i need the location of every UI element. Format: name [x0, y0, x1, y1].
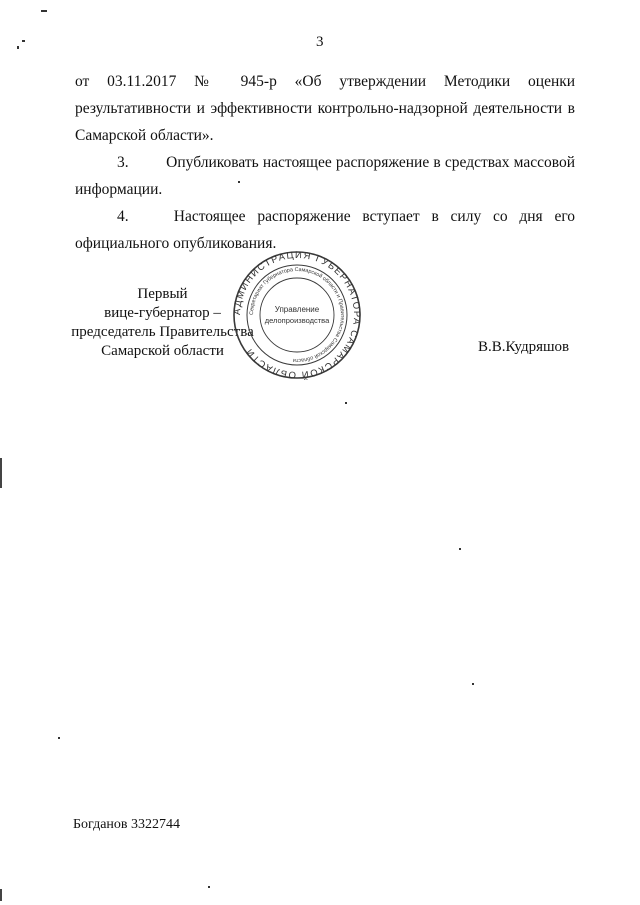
- word: утверждении: [339, 73, 427, 90]
- scan-speck: [17, 46, 19, 49]
- signer-title-line1: Первый: [137, 286, 188, 302]
- p4-line1: [75, 203, 575, 230]
- scan-speck: [41, 10, 47, 12]
- page-number: 3: [316, 34, 324, 50]
- word: в: [433, 154, 441, 171]
- scan-edge-mark: [0, 458, 2, 488]
- p1-line1: [75, 68, 575, 95]
- signer-title-line3: председатель Правительства: [71, 324, 254, 340]
- scan-speck: [472, 683, 474, 685]
- paragraph-item-3: [75, 149, 575, 203]
- signer-title-line4: Самарской области: [101, 343, 224, 359]
- author-contact: Богданов 3322744: [73, 817, 181, 832]
- word: массовой: [513, 154, 576, 171]
- stamp-inner-text: Секретариат Губернатора Самарской области и Правительства Самарской области: [248, 266, 346, 364]
- scan-speck: [58, 737, 60, 739]
- word: распоряжение: [335, 154, 430, 171]
- scan-edge-mark: [0, 889, 2, 901]
- scan-speck: [238, 181, 240, 183]
- word: силу: [450, 208, 482, 225]
- scan-speck: [345, 402, 347, 404]
- word: его: [554, 208, 576, 225]
- word: настоящее: [262, 154, 332, 171]
- word: оценки: [528, 73, 576, 90]
- word: от: [75, 73, 90, 90]
- word: №: [194, 73, 223, 90]
- p3-line2: информации.: [75, 181, 163, 198]
- p3-line1: [75, 149, 575, 176]
- p1-line3: Самарской области».: [75, 127, 214, 144]
- signer-title-line2: вице-губернатор –: [104, 305, 221, 321]
- paragraph-item-4: [75, 203, 575, 257]
- word: Методики: [443, 73, 511, 90]
- p1-line2: результативности и эффективности контрольно-надзорной деятельности в: [75, 100, 575, 117]
- word: распоряжение: [257, 208, 351, 225]
- word: средствах: [444, 154, 510, 171]
- official-stamp: [232, 250, 362, 380]
- word: 03.11.2017: [107, 73, 177, 90]
- scan-speck: [459, 548, 461, 550]
- paragraph-continuation: [75, 68, 575, 149]
- scan-speck: [22, 40, 25, 42]
- p4-line2: официального опубликования.: [75, 235, 277, 252]
- word: вступает: [362, 208, 420, 225]
- stamp-outer-text: АДМИНИСТРАЦИЯ ГУБЕРНАТОРА САМАРСКОЙ ОБЛАСТИ: [232, 250, 362, 380]
- word: дня: [519, 208, 543, 225]
- item-number: 3.: [117, 154, 129, 171]
- item-number: 4.: [117, 208, 129, 225]
- word: Настоящее: [173, 208, 246, 225]
- scan-speck: [208, 886, 210, 888]
- word: в: [431, 208, 439, 225]
- word: Опубликовать: [166, 154, 259, 171]
- stamp-center-line1: Управление: [274, 305, 320, 314]
- word: со: [492, 208, 508, 225]
- stamp-center-line2: делопроизводства: [264, 316, 330, 325]
- signer-name: В.В.Кудряшов: [478, 339, 570, 355]
- stamp-inner-ring: [260, 278, 334, 352]
- stamp-middle-ring: [247, 265, 347, 365]
- word: «Об: [294, 73, 322, 90]
- word: 945-р: [240, 73, 277, 90]
